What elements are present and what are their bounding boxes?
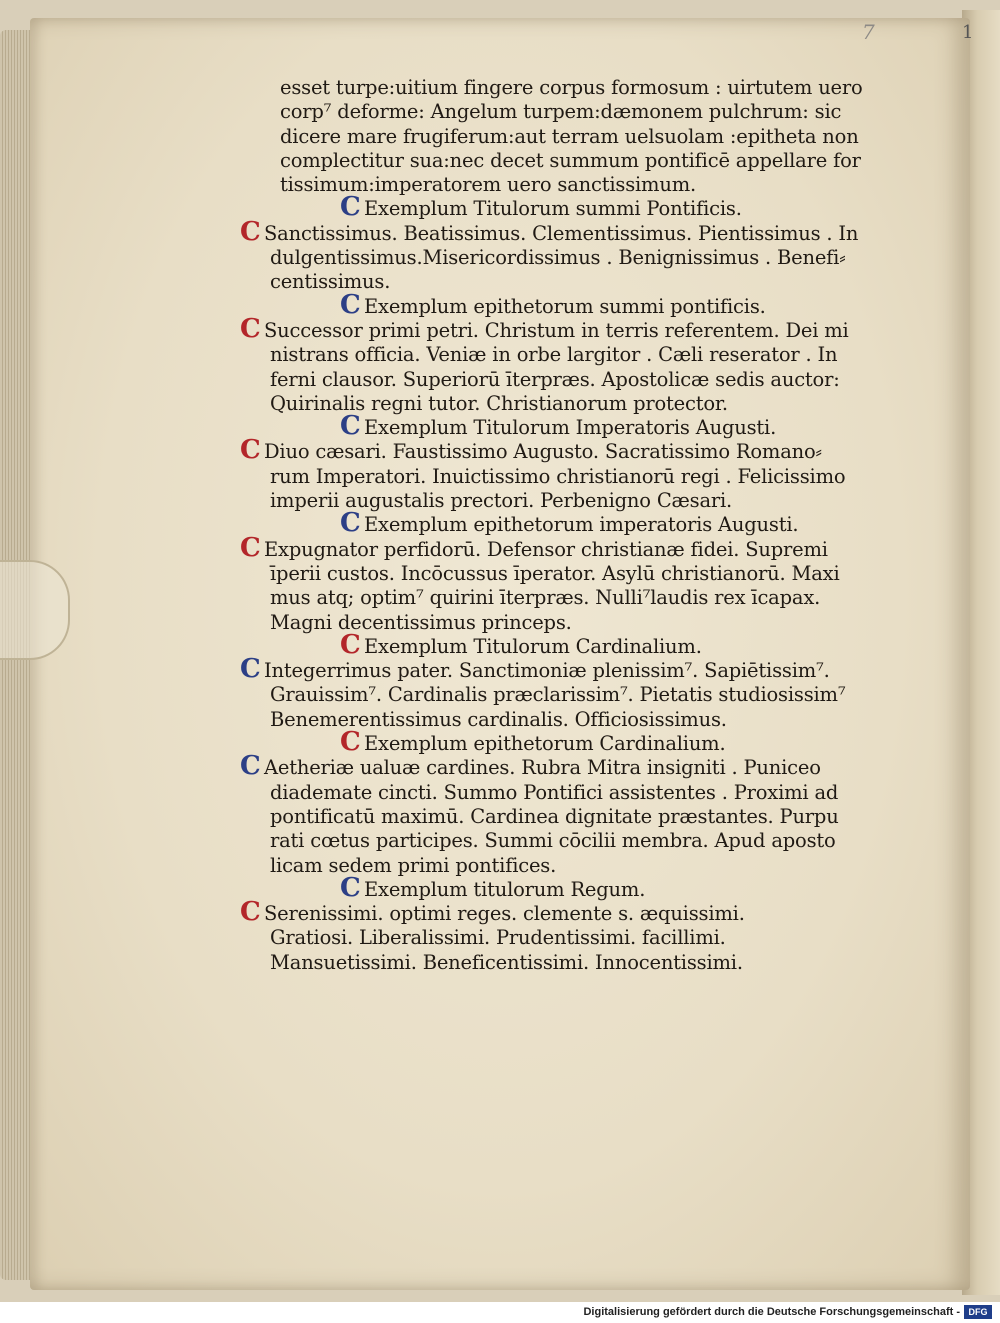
line-text: Gratiosi. Liberalissimi. Prudentissimi. facillimi. (270, 926, 726, 950)
entry-line (240, 654, 900, 685)
line-text: nistrans officia. Veniæ in orbe largitor . Cæli reserator . In (270, 343, 838, 367)
entry-line (240, 313, 900, 344)
rubric-heading (240, 727, 900, 758)
line-text: Expugnator perfidorū. Defensor christianæ fidei. Supremi (264, 537, 828, 561)
footer-bar (0, 1302, 1000, 1323)
rubric-heading (240, 508, 900, 539)
body-line (240, 805, 900, 829)
paragraph-mark-blue: C (340, 872, 361, 903)
rubric-heading (240, 289, 900, 320)
entry-line (240, 435, 900, 466)
line-text: Magni decentissimus princeps. (270, 610, 572, 634)
line-text: Mansuetissimi. Beneficentissimi. Innocentissimi. (270, 950, 743, 974)
body-line (240, 246, 900, 270)
line-text: Quirinalis regni tutor. Christianorum protector. (270, 391, 728, 415)
rubric-heading (240, 411, 900, 442)
line-text: īperii custos. Incōcussus īperator. Asylū christianorū. Maxi (270, 561, 840, 585)
body-line (240, 854, 900, 878)
paragraph-mark-blue: C (340, 508, 361, 539)
paragraph-mark-blue: C (240, 751, 261, 782)
line-text: Sanctissimus. Beatissimus. Clementissimus. Pientissimus . In (264, 221, 859, 245)
line-text: diademate cincti. Summo Pontifici assistentes . Proximi ad (270, 780, 839, 804)
rubric-heading (240, 192, 900, 223)
line-text: licam sedem primi pontifices. (270, 853, 557, 877)
line-text: Successor primi petri. Christum in terris referentem. Dei mi (264, 318, 849, 342)
dfg-logo: DFG (964, 1305, 992, 1319)
line-text: rati cœtus participes. Summi cōcilii membra. Apud aposto (270, 829, 836, 853)
line-text: dulgentissimus.Misericordissimus . Benignissimus . Benefi⸗ (270, 246, 846, 270)
paragraph-mark-red: C (340, 629, 361, 660)
body-line (240, 586, 900, 610)
body-line (240, 829, 900, 853)
line-text: Serenissimi. optimi reges. clemente s. æquissimi. (264, 902, 745, 926)
paragraph-mark-blue: C (340, 192, 361, 223)
line-text: Exemplum titulorum Regum. (364, 877, 646, 901)
line-text: Grauissim⁷. Cardinalis præclarissim⁷. Pietatis studiosissim⁷ (270, 683, 846, 707)
line-text: pontificatū maximū. Cardinea dignitate præstantes. Purpu (270, 804, 839, 828)
line-text: Aetheriæ ualuæ cardines. Rubra Mitra insigniti . Puniceo (264, 756, 821, 780)
body-line (240, 465, 900, 489)
line-text: Exemplum Titulorum summi Pontificis. (364, 197, 742, 221)
line-text: centissimus. (270, 270, 391, 294)
body-line (240, 562, 900, 586)
line-text: Exemplum epithetorum summi pontificis. (364, 294, 766, 318)
entry-line (240, 897, 900, 928)
line-text: dicere mare frugiferum:aut terram uelsuolam :epitheta non (280, 124, 859, 148)
body-line (240, 368, 900, 392)
paragraph-mark-blue: C (240, 654, 261, 685)
body-line (240, 100, 900, 124)
paragraph-mark-red: C (240, 435, 261, 466)
text-block (240, 76, 900, 975)
line-text: imperii augustalis prectori. Perbenigno Cæsari. (270, 489, 733, 513)
line-text: rum Imperatori. Inuictissimo christianorū regi . Felicissimo (270, 464, 846, 488)
entry-line (240, 751, 900, 782)
body-line (240, 708, 900, 732)
body-line (240, 392, 900, 416)
paragraph-mark-red: C (240, 313, 261, 344)
entry-line (240, 216, 900, 247)
body-line (240, 270, 900, 294)
body-line (240, 76, 900, 100)
line-text: ferni clausor. Superiorū īterpræs. Apostolicæ sedis auctor: (270, 367, 840, 391)
line-text: tissimum:imperatorem uero sanctissimum. (280, 173, 696, 197)
line-text: Exemplum epithetorum Cardinalium. (364, 732, 726, 756)
fold-tab (0, 560, 70, 660)
line-text: mus atq; optim⁷ quirini īterpræs. Nulli⁷laudis rex īcapax. (270, 586, 821, 610)
body-line (240, 683, 900, 707)
line-text: Diuo cæsari. Faustissimo Augusto. Sacratissimo Romano⸗ (264, 440, 822, 464)
pencil-mark: 7 (862, 20, 875, 44)
body-line (240, 611, 900, 635)
rubric-heading (240, 629, 900, 660)
paragraph-mark-blue: C (340, 289, 361, 320)
body-line (240, 926, 900, 950)
body-line (240, 951, 900, 975)
body-line (240, 343, 900, 367)
line-text: Exemplum epithetorum imperatoris Augusti. (364, 513, 799, 537)
body-line (240, 173, 900, 197)
line-text: Exemplum Titulorum Cardinalium. (364, 634, 702, 658)
line-text: Exemplum Titulorum Imperatoris Augusti. (364, 416, 777, 440)
paragraph-mark-blue: C (340, 411, 361, 442)
body-line (240, 489, 900, 513)
line-text: Benemerentissimus cardinalis. Officiosissimus. (270, 707, 727, 731)
rubric-heading (240, 872, 900, 903)
paragraph-mark-red: C (240, 532, 261, 563)
folio-number: 1 (962, 22, 974, 43)
body-line (240, 125, 900, 149)
entry-line (240, 532, 900, 563)
paragraph-mark-red: C (240, 216, 261, 247)
body-line (240, 149, 900, 173)
body-line (240, 781, 900, 805)
footer-credit: Digitalisierung gefördert durch die Deutsche Forschungsgemeinschaft - (583, 1306, 960, 1318)
line-text: esset turpe:uitium fingere corpus formosum : uirtutem uero (280, 76, 863, 99)
line-text: Integerrimus pater. Sanctimoniæ plenissim⁷. Sapiētissim⁷. (264, 659, 830, 683)
line-text: complectitur sua:nec decet summum pontificē appellare for (280, 148, 861, 172)
line-text: corp⁷ deforme: Angelum turpem:dæmonem pulchrum: sic (280, 100, 842, 124)
paragraph-mark-red: C (340, 727, 361, 758)
paragraph-mark-red: C (240, 897, 261, 928)
